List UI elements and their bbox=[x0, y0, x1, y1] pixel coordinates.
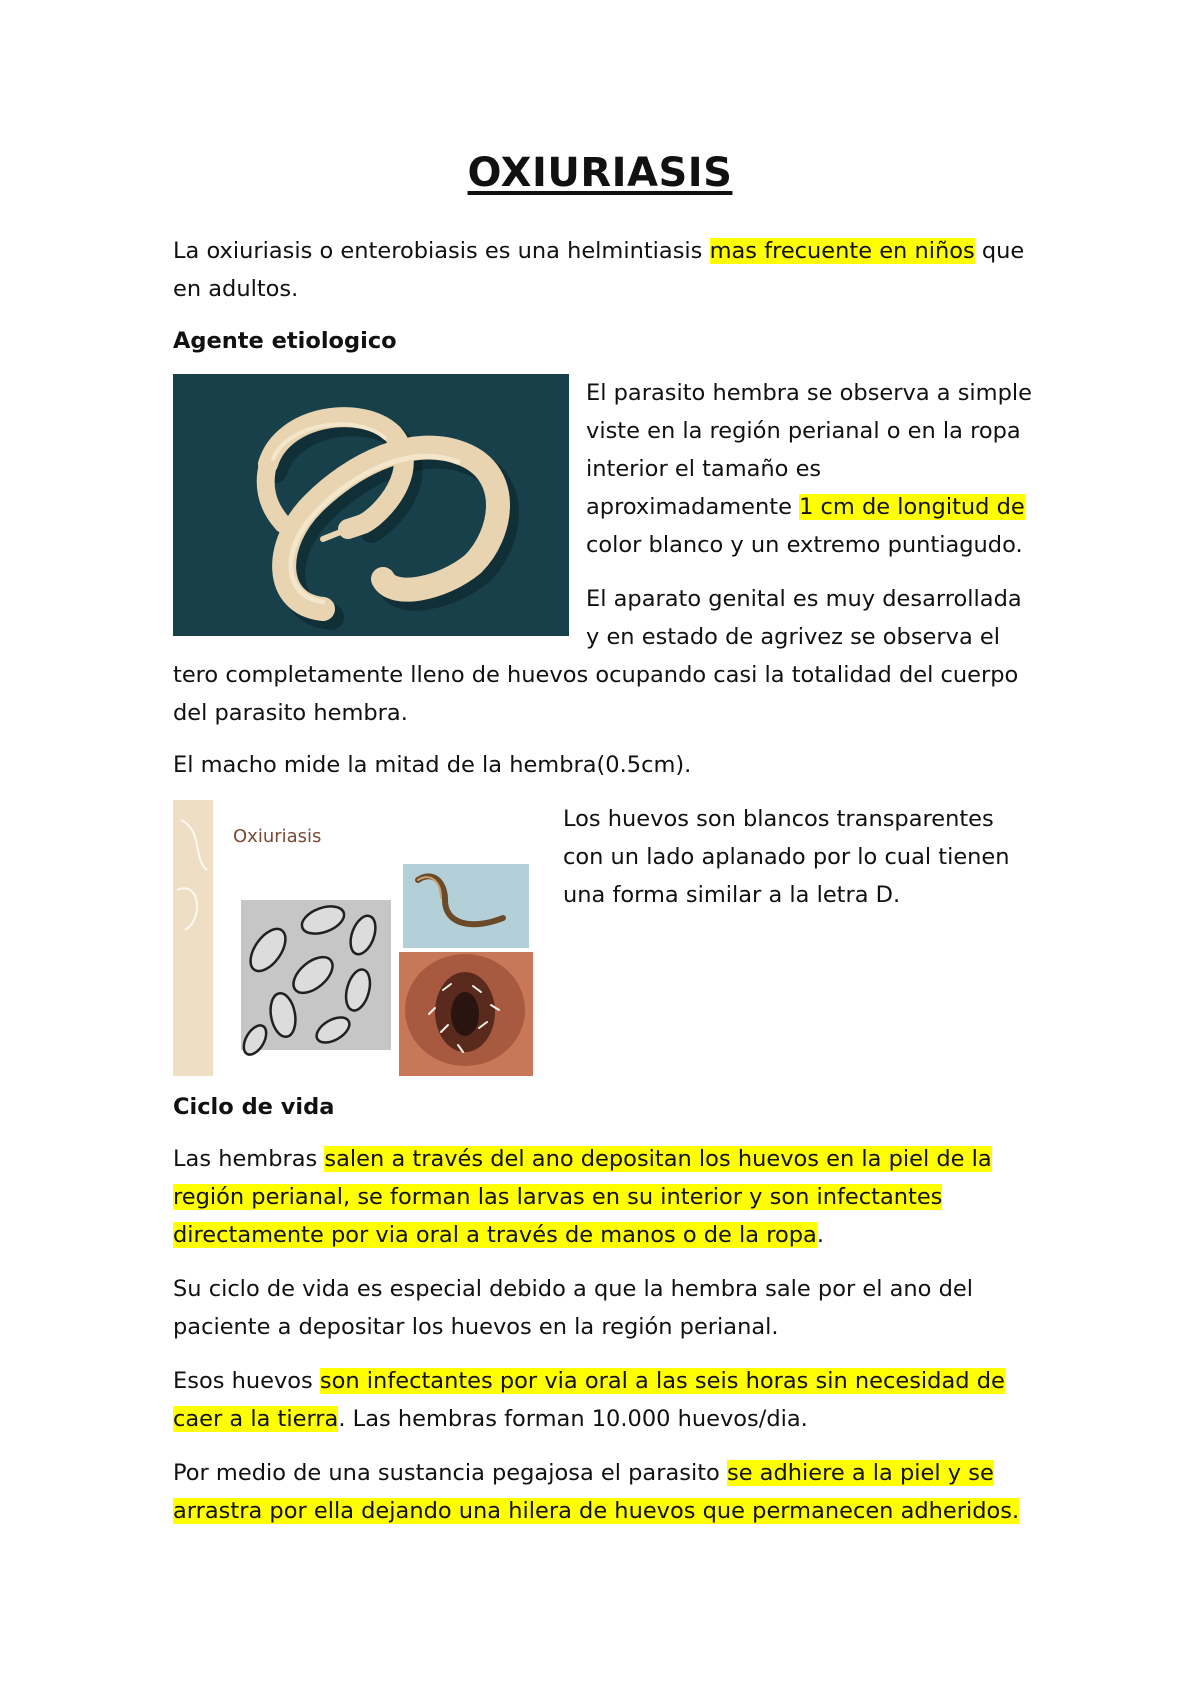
agente-p1-line-2: viste en la región perianal o en la ropa bbox=[586, 418, 1021, 444]
ciclo-p4-text: Por medio de una sustancia pegajosa el parasito bbox=[173, 1460, 727, 1486]
ciclo-heading: Ciclo de vida bbox=[173, 1094, 335, 1120]
agente-p2-line-4: del parasito hembra. bbox=[173, 700, 408, 726]
agente-p1-line-1: El parasito hembra se observa a simple bbox=[586, 380, 1032, 406]
ciclo-p1-end: . bbox=[816, 1222, 824, 1248]
agente-p1-line-4 bbox=[586, 488, 1025, 526]
agente-p2-line-1: El aparato genital es muy desarrollada bbox=[586, 586, 1022, 612]
intro-highlight: mas frecuente en niños bbox=[709, 238, 975, 264]
agente-p1-text: aproximadamente bbox=[586, 494, 800, 520]
eggs-image-label: Oxiuriasis bbox=[233, 826, 322, 847]
ciclo-p4-line-2 bbox=[173, 1492, 1019, 1530]
ciclo-p3-highlight-2: caer a la tierra bbox=[173, 1406, 339, 1432]
ciclo-p3-text: Esos huevos bbox=[173, 1368, 320, 1394]
ciclo-p3-line-2 bbox=[173, 1400, 808, 1438]
intro-line-2: en adultos. bbox=[173, 276, 299, 302]
agente-p2-line-2: y en estado de agrivez se observa el bbox=[586, 624, 1000, 650]
worm-illustration bbox=[173, 374, 569, 636]
ciclo-p4-line-1 bbox=[173, 1454, 994, 1492]
agente-p2-line-3: tero completamente lleno de huevos ocupando casi la totalidad del cuerpo bbox=[173, 662, 1019, 688]
ciclo-p3-line-1 bbox=[173, 1362, 1005, 1400]
ciclo-p1-highlight-2: región perianal, se forman las larvas en su interior y son infectantes bbox=[173, 1184, 943, 1210]
ciclo-p2-line-1: Su ciclo de vida es especial debido a que la hembra sale por el ano del bbox=[173, 1276, 973, 1302]
ciclo-p1-line-1 bbox=[173, 1140, 992, 1178]
eggs-composite-image bbox=[173, 800, 535, 1076]
intro-text: La oxiuriasis o enterobiasis es una helmintiasis bbox=[173, 238, 710, 264]
agente-heading: Agente etiologico bbox=[173, 328, 397, 354]
size-highlight: 1 cm de longitud de bbox=[799, 494, 1025, 520]
page-title: OXIURIASIS bbox=[467, 150, 733, 196]
ciclo-p3-highlight-1: son infectantes por via oral a las seis horas sin necesidad de bbox=[319, 1368, 1005, 1394]
ciclo-p1-highlight-1: salen a través del ano depositan los huevos en la piel de la bbox=[324, 1146, 992, 1172]
ciclo-p1-highlight-3: directamente por via oral a través de manos o de la ropa bbox=[173, 1222, 817, 1248]
worm-photo bbox=[173, 374, 569, 636]
ciclo-p1-line-3 bbox=[173, 1216, 824, 1254]
agente-p3: El macho mide la mitad de la hembra(0.5cm). bbox=[173, 752, 692, 778]
ciclo-p4-highlight-2: arrastra por ella dejando una hilera de huevos que permanecen adheridos. bbox=[173, 1498, 1020, 1524]
intro-text-end: que bbox=[974, 238, 1025, 264]
agente-p1-line-3: interior el tamaño es bbox=[586, 456, 822, 482]
ciclo-p4-highlight-1: se adhiere a la piel y se bbox=[726, 1460, 994, 1486]
agente-p4-line-3: una forma similar a la letra D. bbox=[563, 882, 901, 908]
agente-p4-line-1: Los huevos son blancos transparentes bbox=[563, 806, 994, 832]
eggs-illustration bbox=[173, 800, 535, 1076]
ciclo-p1-line-2 bbox=[173, 1178, 942, 1216]
ciclo-p3-end: . Las hembras forman 10.000 huevos/dia. bbox=[338, 1406, 808, 1432]
ciclo-p2-line-2: paciente a depositar los huevos en la región perianal. bbox=[173, 1314, 779, 1340]
agente-p4-line-2: con un lado aplanado por lo cual tienen bbox=[563, 844, 1010, 870]
agente-p1-line-5: color blanco y un extremo puntiagudo. bbox=[586, 532, 1023, 558]
intro-line-1 bbox=[173, 232, 1024, 270]
ciclo-p1-text: Las hembras bbox=[173, 1146, 325, 1172]
